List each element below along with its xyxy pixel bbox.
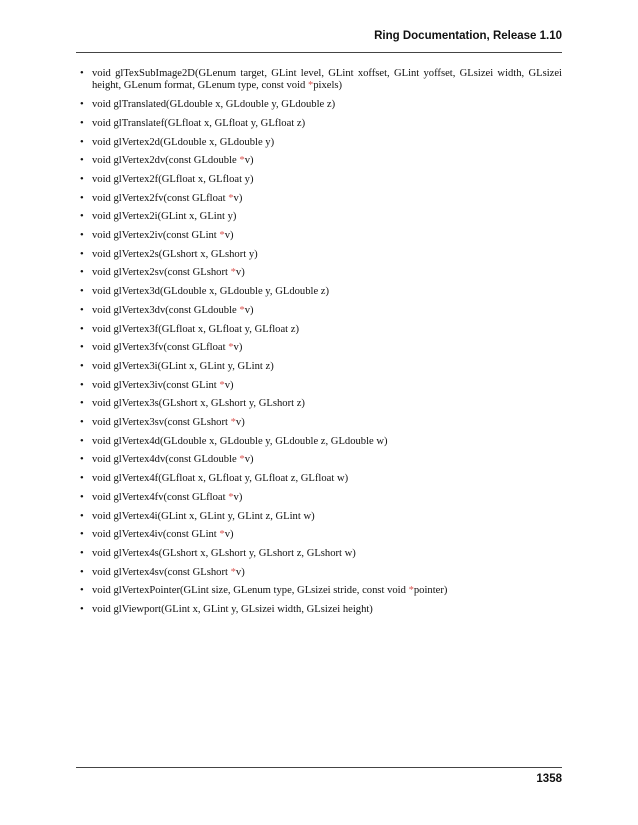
signature-text: void glVertex4iv(const GLint — [92, 529, 220, 541]
signature-text: void glVertex2d(GLdouble x, GLdouble y) — [92, 136, 275, 148]
bullet-icon: • — [80, 417, 84, 429]
signature-text-tail: v) — [244, 304, 254, 316]
bullet-icon: • — [80, 211, 84, 223]
bullet-icon: • — [80, 117, 84, 129]
bullet-icon: • — [80, 566, 84, 578]
list-item — [76, 492, 562, 504]
signature-text: void glVertex2i(GLint x, GLint y) — [92, 211, 237, 223]
bullet-icon: • — [80, 510, 84, 522]
signature-text: void glVertex4dv(const GLdouble — [92, 454, 240, 466]
footer-divider — [76, 767, 562, 768]
list-item — [76, 193, 562, 205]
bullet-icon: • — [80, 360, 84, 372]
list-item — [76, 68, 562, 93]
pointer-star: * — [219, 379, 225, 391]
list-item — [76, 286, 562, 298]
signature-text: void glVertex4s(GLshort x, GLshort y, GLshort z, GLshort w) — [92, 547, 356, 559]
header-divider — [76, 52, 562, 53]
signature-text-tail: v) — [244, 155, 254, 167]
signature-text-tail: v) — [235, 417, 245, 429]
list-item — [76, 585, 562, 597]
signature-text: void glVertex3i(GLint x, GLint y, GLint z) — [92, 360, 274, 372]
list-item — [76, 324, 562, 336]
signature-text: void glVertex4d(GLdouble x, GLdouble y, GLdouble z, GLdouble w) — [92, 435, 388, 447]
signature-text: void glVertex2dv(const GLdouble — [92, 155, 240, 167]
list-item — [76, 604, 562, 616]
signature-text: void glVertex2sv(const GLshort — [92, 267, 231, 279]
bullet-icon: • — [80, 529, 84, 541]
pointer-star: * — [408, 585, 414, 597]
pointer-star: * — [239, 454, 245, 466]
page-number: 1358 — [536, 773, 562, 785]
bullet-icon: • — [80, 585, 84, 597]
signature-text: void glTranslated(GLdouble x, GLdouble y, GLdouble z) — [92, 99, 336, 111]
pointer-star: * — [230, 417, 236, 429]
list-item — [76, 567, 562, 579]
signature-text-tail: pixels) — [313, 80, 343, 92]
bullet-icon: • — [80, 304, 84, 316]
signature-text: void glVertex3d(GLdouble x, GLdouble y, GLdouble z) — [92, 286, 330, 298]
list-item — [76, 511, 562, 523]
bullet-icon: • — [80, 173, 84, 185]
bullet-icon: • — [80, 379, 84, 391]
bullet-icon: • — [80, 454, 84, 466]
pointer-star: * — [230, 566, 236, 578]
list-item — [76, 118, 562, 130]
signature-text: void glVertex3sv(const GLshort — [92, 417, 231, 429]
list-item — [76, 99, 562, 111]
signature-text-tail: v) — [233, 192, 243, 204]
bullet-icon: • — [80, 136, 84, 148]
pointer-star: * — [219, 230, 225, 242]
bullet-icon: • — [80, 398, 84, 410]
list-item — [76, 174, 562, 186]
list-item — [76, 398, 562, 410]
signature-text: void glVertex2s(GLshort x, GLshort y) — [92, 248, 258, 260]
bullet-icon: • — [80, 99, 84, 111]
signature-text: void glVertexPointer(GLint size, GLenum type, GLsizei stride, const void — [92, 585, 409, 597]
signature-text: void glVertex3f(GLfloat x, GLfloat y, GLfloat z) — [92, 323, 300, 335]
signature-text-tail: v) — [224, 529, 234, 541]
bullet-icon: • — [80, 323, 84, 335]
signature-text-tail: v) — [233, 342, 243, 354]
bullet-icon: • — [80, 491, 84, 503]
list-item — [76, 380, 562, 392]
pointer-star: * — [239, 155, 245, 167]
bullet-icon: • — [80, 342, 84, 354]
list-item — [76, 249, 562, 261]
bullet-icon: • — [80, 155, 84, 167]
pointer-star: * — [307, 80, 314, 92]
signature-text: void glVertex4fv(const GLfloat — [92, 491, 229, 503]
signature-text-tail: v) — [233, 491, 243, 503]
signature-text-tail: v) — [235, 566, 245, 578]
list-item — [76, 361, 562, 373]
signature-text: void glVertex3dv(const GLdouble — [92, 304, 240, 316]
signature-text: void glVertex2f(GLfloat x, GLfloat y) — [92, 173, 254, 185]
signature-text: void glVertex3iv(const GLint — [92, 379, 220, 391]
signature-text: void glVertex3fv(const GLfloat — [92, 342, 229, 354]
pointer-star: * — [230, 267, 236, 279]
pointer-star: * — [228, 192, 234, 204]
page-header-title: Ring Documentation, Release 1.10 — [374, 30, 562, 42]
signature-text-tail: pointer) — [413, 585, 448, 597]
list-item — [76, 436, 562, 448]
bullet-icon: • — [80, 68, 84, 79]
signature-text: void glVertex3s(GLshort x, GLshort y, GLshort z) — [92, 398, 305, 410]
list-item — [76, 342, 562, 354]
list-item — [76, 529, 562, 541]
pointer-star: * — [219, 529, 225, 541]
list-item — [76, 230, 562, 242]
list-item — [76, 137, 562, 149]
bullet-icon: • — [80, 230, 84, 242]
bullet-icon: • — [80, 604, 84, 616]
signature-text: void glTexSubImage2D(GLenum target, GLint level, GLint xoffset, GLint yoffset, GLsizei width, GLsizei height, GLenum format, GLenum type, const void — [92, 68, 562, 92]
pointer-star: * — [239, 304, 245, 316]
signature-text-tail: v) — [244, 454, 254, 466]
list-item — [76, 548, 562, 560]
bullet-icon: • — [80, 192, 84, 204]
signature-text-tail: v) — [224, 379, 234, 391]
bullet-icon: • — [80, 248, 84, 260]
bullet-icon: • — [80, 286, 84, 298]
bullet-icon: • — [80, 473, 84, 485]
function-list — [76, 68, 562, 623]
signature-text: void glVertex2iv(const GLint — [92, 230, 220, 242]
pointer-star: * — [228, 342, 234, 354]
bullet-icon: • — [80, 267, 84, 279]
bullet-icon: • — [80, 547, 84, 559]
list-item — [76, 305, 562, 317]
signature-text: void glVertex4sv(const GLshort — [92, 566, 231, 578]
list-item — [76, 473, 562, 485]
list-item — [76, 211, 562, 223]
signature-text: void glVertex2fv(const GLfloat — [92, 192, 229, 204]
signature-text: void glTranslatef(GLfloat x, GLfloat y, GLfloat z) — [92, 117, 306, 129]
list-item — [76, 155, 562, 167]
list-item — [76, 417, 562, 429]
list-item — [76, 454, 562, 466]
signature-text: void glVertex4i(GLint x, GLint y, GLint z, GLint w) — [92, 510, 315, 522]
signature-text: void glViewport(GLint x, GLint y, GLsizei width, GLsizei height) — [92, 604, 373, 616]
pointer-star: * — [228, 491, 234, 503]
list-item — [76, 267, 562, 279]
signature-text-tail: v) — [224, 230, 234, 242]
signature-text: void glVertex4f(GLfloat x, GLfloat y, GLfloat z, GLfloat w) — [92, 473, 349, 485]
signature-text-tail: v) — [235, 267, 245, 279]
bullet-icon: • — [80, 435, 84, 447]
